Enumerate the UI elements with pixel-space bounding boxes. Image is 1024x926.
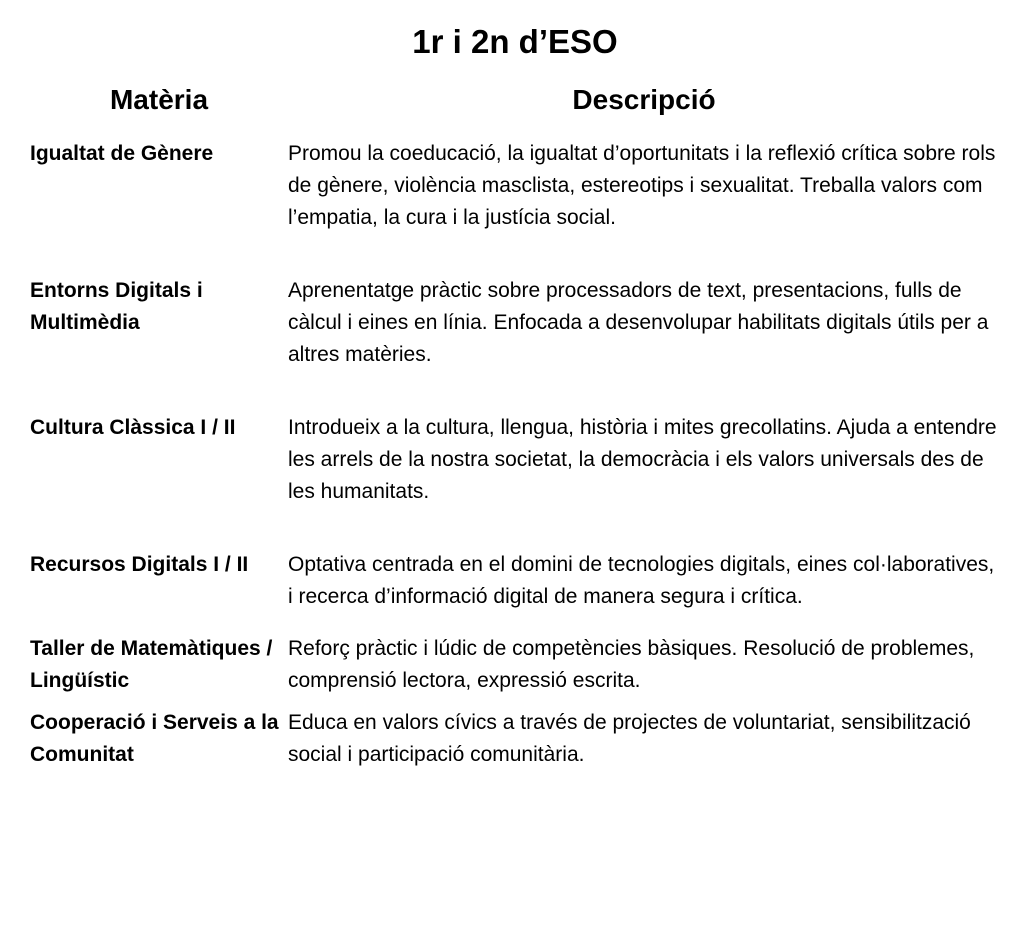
subject-description: Reforç pràctic i lúdic de competències bàsiques. Resolució de problemes, comprensió lectora, expressió escrita. bbox=[288, 637, 975, 692]
header-subject: Matèria bbox=[109, 84, 209, 115]
table-header-row bbox=[30, 84, 1000, 138]
subject-name: Igualtat de Gènere bbox=[30, 142, 214, 165]
subject-name: Entorns Digitals i Multimèdia bbox=[30, 279, 203, 334]
subject-description: Introdueix a la cultura, llengua, història i mites grecollatins. Ajuda a entendre les arrels de la nostra societat, la democràcia i els valors universals des de les humanitats. bbox=[288, 416, 997, 503]
subject-name: Cooperació i Serveis a la Comunitat bbox=[30, 711, 279, 766]
subject-description: Optativa centrada en el domini de tecnologies digitals, eines col·laboratives, i recerca d’informació digital de manera segura i crítica. bbox=[288, 553, 995, 608]
page-title: 1r i 2n d’ESO bbox=[412, 23, 618, 60]
header-description: Descripció bbox=[572, 84, 716, 115]
subject-name: Taller de Matemàtiques / Lingüístic bbox=[30, 637, 273, 692]
subjects-table bbox=[30, 84, 1000, 771]
table-row bbox=[30, 412, 1000, 549]
subject-description: Promou la coeducació, la igualtat d’oportunitats i la reflexió crítica sobre rols de gènere, violència masclista, estereotips i sexualitat. Treballa valors com l’empatia, la cura i la justícia social. bbox=[288, 142, 996, 229]
table-row bbox=[30, 549, 1000, 633]
table-row bbox=[30, 275, 1000, 412]
subject-name: Recursos Digitals I / II bbox=[30, 553, 249, 576]
subject-description: Aprenentatge pràctic sobre processadors de text, presentacions, fulls de càlcul i eines en línia. Enfocada a desenvolupar habilitats digitals útils per a altres matèries. bbox=[288, 279, 989, 366]
table-row bbox=[30, 633, 1000, 707]
subject-description: Educa en valors cívics a través de projectes de voluntariat, sensibilització social i participació comunitària. bbox=[288, 711, 971, 766]
subject-name: Cultura Clàssica I / II bbox=[30, 416, 236, 439]
table-row bbox=[30, 707, 1000, 771]
table-row bbox=[30, 138, 1000, 275]
